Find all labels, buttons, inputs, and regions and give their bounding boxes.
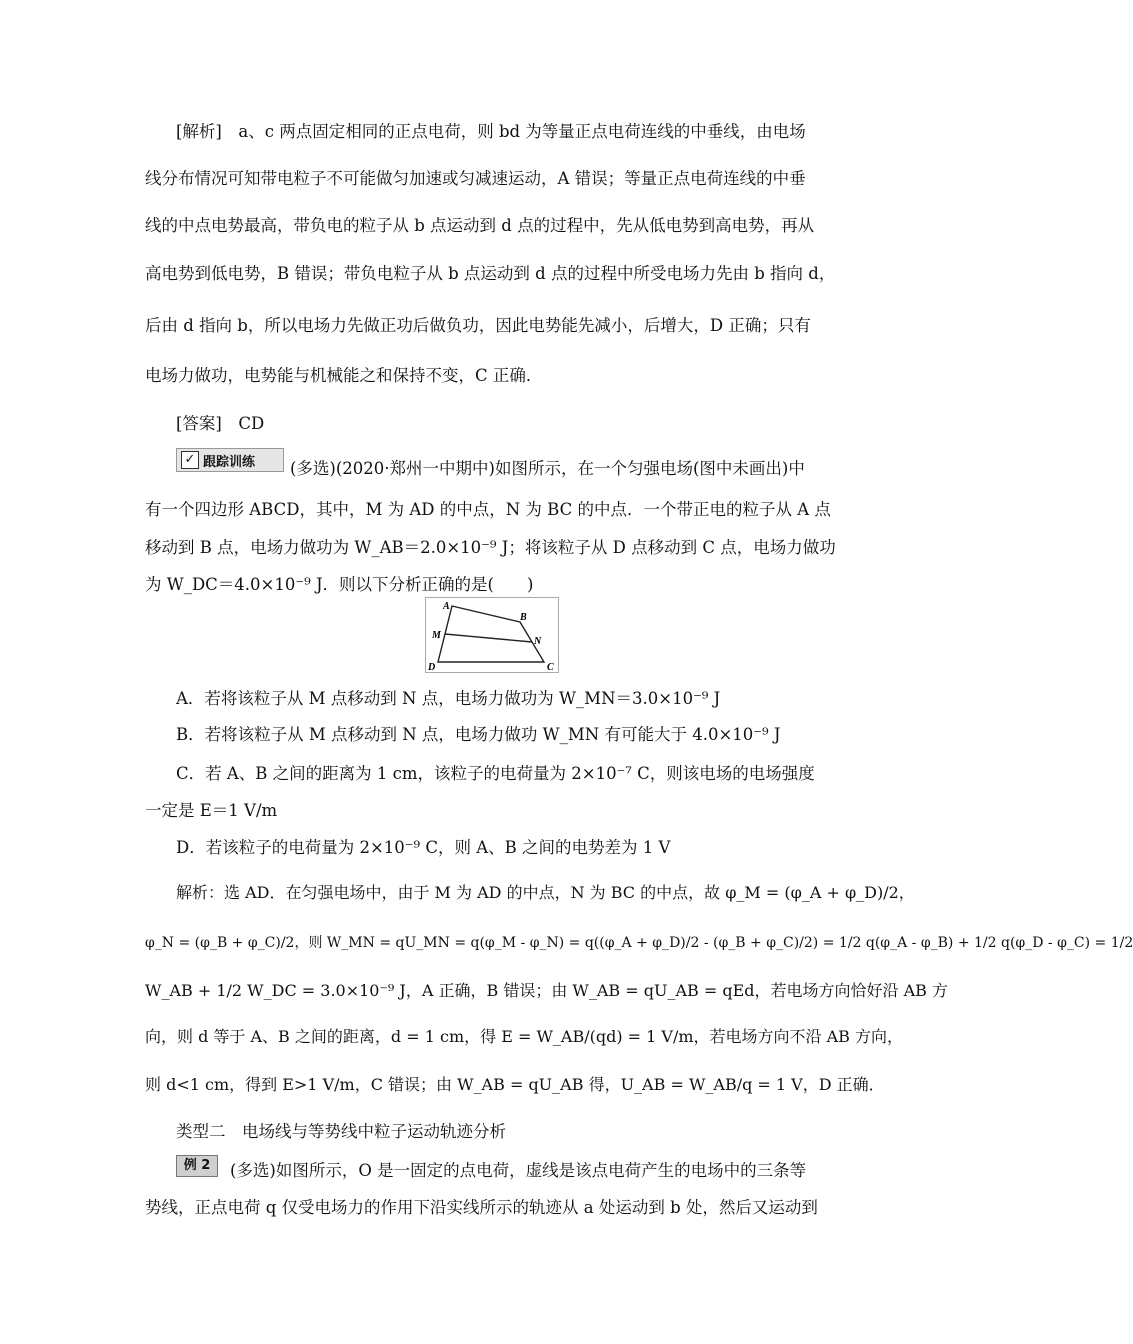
analysis-line-1: [解析] a、c 两点固定相同的正点电荷，则 bd 为等量正点电荷连线的中垂线，由电场: [176, 122, 806, 141]
analysis-line-2: 线分布情况可知带电粒子不可能做匀加速或匀减速运动，A 错误；等量正点电荷连线的中垂: [145, 169, 806, 188]
solution-line-3: W_AB + 1/2 W_DC = 3.0×10⁻⁹ J，A 正确，B 错误；由 W_AB = qU_AB = qEd，若电场方向恰好沿 AB 方: [145, 981, 949, 1000]
quadrilateral-svg: [426, 598, 558, 672]
solution-line-5: 则 d<1 cm，得到 E>1 V/m，C 错误；由 W_AB = qU_AB 得，U_AB = W_AB/q = 1 V，D 正确．: [145, 1075, 885, 1094]
solution-line-2: φ_N = (φ_B + φ_C)/2，则 W_MN = qU_MN = q(φ_M - φ_N) = q((φ_A + φ_D)/2 - (φ_B + φ_C)/2) = 1/2 q(φ_A - φ_B) + 1/2 q(φ_D - φ_C) = 1/2: [145, 935, 1133, 951]
quadrilateral-figure: [425, 597, 559, 673]
label-N: N: [534, 636, 542, 647]
analysis-line-5: 后由 d 指向 b，所以电场力先做正功后做负功，因此电势能先减小，后增大，D 正确；只有: [145, 316, 811, 335]
option-a: A．若将该粒子从 M 点移动到 N 点，电场力做功为 W_MN＝3.0×10⁻⁹ J: [176, 689, 721, 708]
option-b: B．若将该粒子从 M 点移动到 N 点，电场力做功 W_MN 有可能大于 4.0×10⁻⁹ J: [176, 725, 781, 744]
label-M: M: [432, 630, 441, 641]
analysis-line-3: 线的中点电势最高，带负电的粒子从 b 点运动到 d 点的过程中，先从低电势到高电势，再从: [145, 216, 815, 235]
exercise-line-4: 为 W_DC＝4.0×10⁻⁹ J．则以下分析正确的是( ): [145, 575, 534, 594]
label-B: B: [520, 612, 527, 623]
option-d: D．若该粒子的电荷量为 2×10⁻⁹ C，则 A、B 之间的电势差为 1 V: [176, 838, 671, 857]
solution-line-1: 解析：选 AD．在匀强电场中，由于 M 为 AD 的中点，N 为 BC 的中点，故 φ_M = (φ_A + φ_D)/2，: [176, 883, 915, 902]
follow-practice-label: 跟踪训练: [203, 454, 256, 470]
option-c-line-2: 一定是 E＝1 V/m: [145, 801, 278, 820]
example-line-2: 势线，正点电荷 q 仅受电场力的作用下沿实线所示的轨迹从 a 处运动到 b 处，然后又运动到: [145, 1198, 818, 1217]
check-icon: ✓: [181, 451, 199, 469]
exercise-line-1: (多选)(2020·郑州一中期中)如图所示，在一个匀强电场(图中未画出)中: [290, 459, 805, 478]
exercise-line-2: 有一个四边形 ABCD，其中，M 为 AD 的中点，N 为 BC 的中点．一个带正电的粒子从 A 点: [145, 500, 831, 519]
label-A: A: [443, 601, 450, 612]
solution-line-4: 向，则 d 等于 A、B 之间的距离，d = 1 cm，得 E = W_AB/(qd) = 1 V/m，若电场方向不沿 AB 方向，: [145, 1027, 904, 1046]
option-c-line-1: C．若 A、B 之间的距离为 1 cm，该粒子的电荷量为 2×10⁻⁷ C，则该电场的电场强度: [176, 764, 815, 783]
analysis-line-6: 电场力做功，电势能与机械能之和保持不变，C 正确．: [145, 366, 543, 385]
label-C: C: [547, 662, 554, 673]
example-line-1: (多选)如图所示，O 是一固定的点电荷，虚线是该点电荷产生的电场中的三条等: [230, 1161, 807, 1180]
analysis-line-4: 高电势到低电势，B 错误；带负电粒子从 b 点运动到 d 点的过程中所受电场力先由 b 指向 d，: [145, 264, 836, 283]
section-title: 类型二 电场线与等势线中粒子运动轨迹分析: [176, 1122, 506, 1141]
label-D: D: [428, 662, 436, 673]
exercise-line-3: 移动到 B 点，电场力做功为 W_AB＝2.0×10⁻⁹ J；将该粒子从 D 点移动到 C 点，电场力做功: [145, 538, 836, 557]
answer: [答案] CD: [176, 414, 265, 433]
follow-practice-tag: [176, 448, 284, 472]
example-tag: 例 2: [176, 1155, 218, 1177]
